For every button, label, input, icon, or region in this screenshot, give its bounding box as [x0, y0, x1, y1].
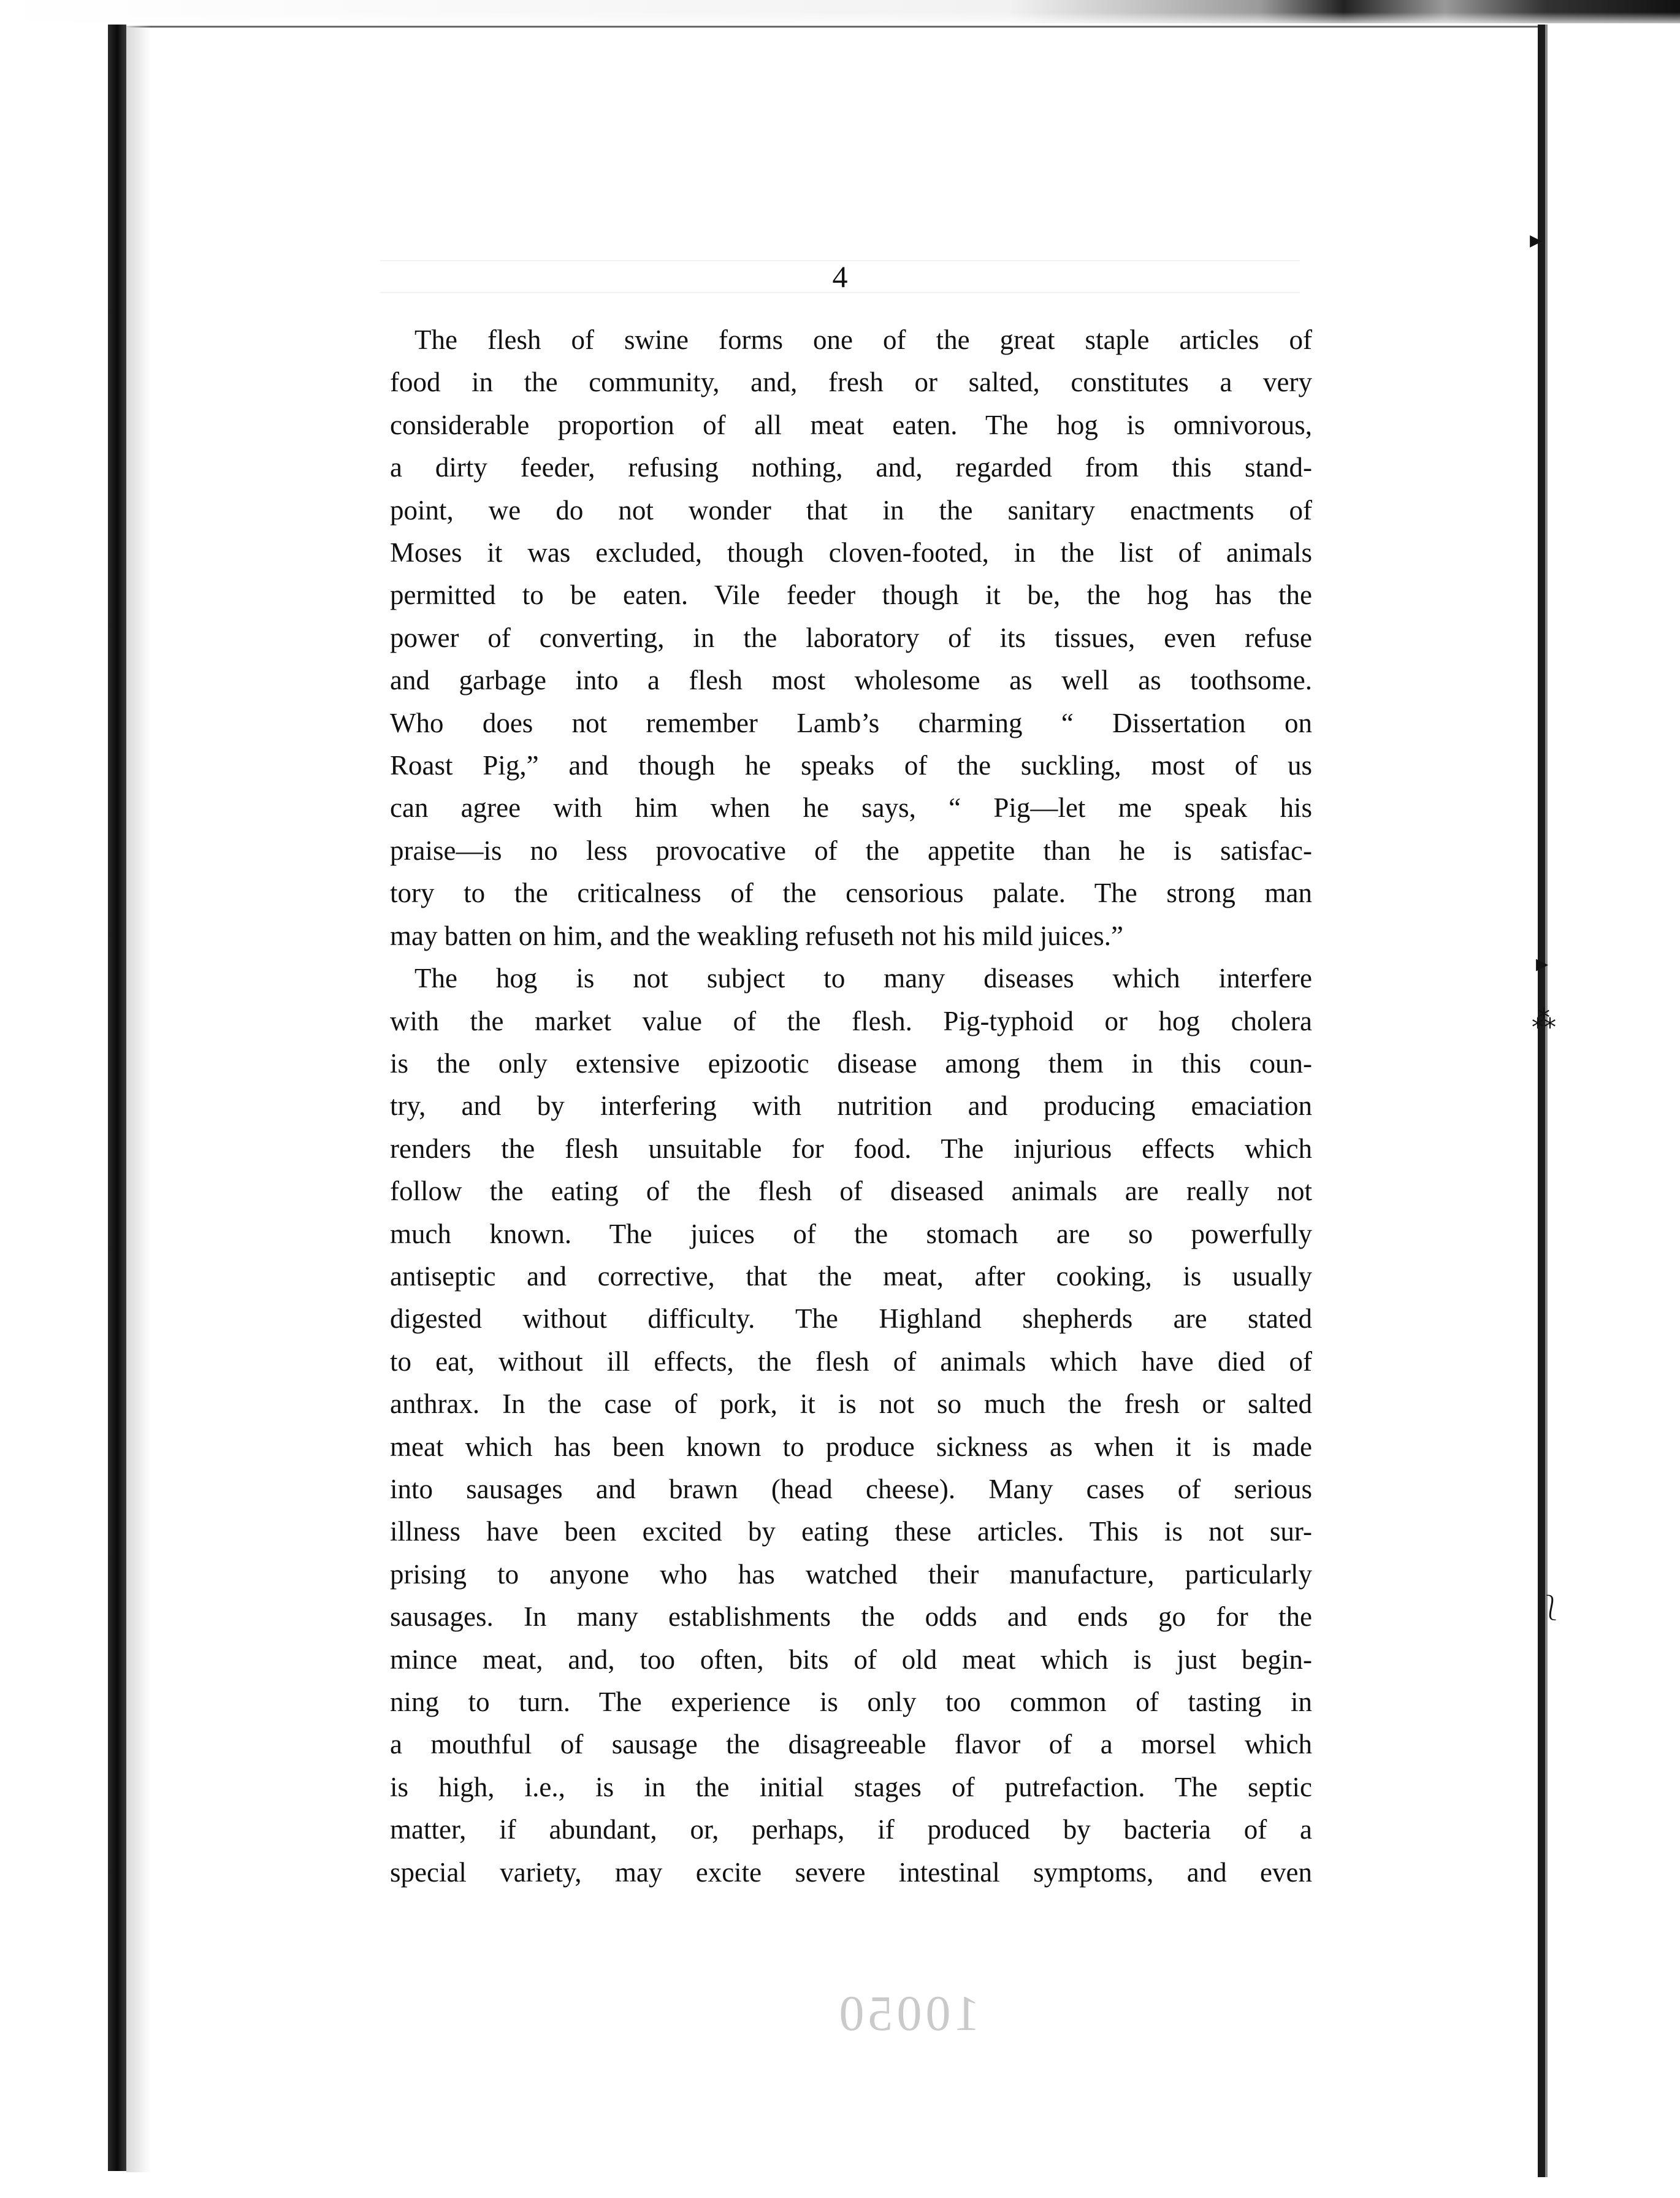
text-line: prising to anyone who has watched their manufacture, particularly — [390, 1558, 1312, 1590]
text-line: permitted to be eaten. Vile feeder though it be, the hog has the — [390, 580, 1312, 611]
text-line: to eat, without ill effects, the flesh of animals which have died of — [390, 1346, 1312, 1377]
text-line: anthrax. In the case of pork, it is not so much the fresh or salted — [390, 1388, 1312, 1420]
text-line: into sausages and brawn (head cheese). Many cases of serious — [390, 1473, 1312, 1504]
text-line: special variety, may excite severe intestinal symptoms, and even — [390, 1856, 1312, 1888]
page-number: 4 — [832, 259, 848, 294]
text-line: can agree with him when he says, “ Pig—let me speak his — [390, 792, 1312, 824]
text-line: sausages. In many establishments the odds and ends go for the — [390, 1601, 1312, 1633]
margin-specks-mark: ⁂ — [1532, 1006, 1556, 1034]
text-line: renders the flesh unsuitable for food. The injurious effects which — [390, 1133, 1312, 1164]
page-gutter-shadow — [126, 26, 151, 2172]
text-line: meat which has been known to produce sickness as when it is made — [390, 1431, 1312, 1462]
text-line: may batten on him, and the weakling refuseth not his mild juices.” — [390, 920, 1123, 951]
margin-arrow-mark: ▸ — [1530, 226, 1543, 254]
scan-left-border — [108, 25, 126, 2171]
text-line: The hog is not subject to many diseases which interfere — [414, 963, 1312, 994]
text-line: and garbage into a flesh most wholesome as well as toothsome. — [390, 665, 1312, 696]
text-line: follow the eating of the flesh of diseased animals are really not — [390, 1176, 1312, 1207]
text-line: The flesh of swine forms one of the great staple articles of — [414, 324, 1312, 355]
scan-right-border — [1538, 25, 1545, 2177]
text-line: ning to turn. The experience is only too common of tasting in — [390, 1687, 1312, 1717]
scan-right-border-inner — [1545, 25, 1548, 2177]
body-text — [390, 319, 1312, 1894]
margin-arrow-mark: ▸ — [1536, 949, 1549, 978]
text-line: power of converting, in the laboratory of its tissues, even refuse — [390, 622, 1312, 653]
text-line: Moses it was excluded, though cloven-footed, in the list of animals — [390, 537, 1312, 569]
text-line: considerable proportion of all meat eaten. The hog is omnivorous, — [390, 409, 1312, 440]
text-line: a dirty feeder, refusing nothing, and, regarded from this stand- — [390, 452, 1312, 483]
text-line: with the market value of the flesh. Pig-typhoid or hog cholera — [390, 1005, 1312, 1036]
text-line: praise—is no less provocative of the appetite than he is satisfac- — [390, 835, 1312, 866]
text-line: matter, if abundant, or, perhaps, if produced by bacteria of a — [390, 1814, 1312, 1845]
text-line: is high, i.e., is in the initial stages of putrefaction. The septic — [390, 1771, 1312, 1802]
text-line: Who does not remember Lamb’s charming “ Dissertation on — [390, 707, 1312, 738]
text-line: illness have been excited by eating these articles. This is not sur- — [390, 1516, 1312, 1547]
text-line: tory to the criticalness of the censorious palate. The strong man — [390, 878, 1312, 909]
text-line: digested without difficulty. The Highland shepherds are stated — [390, 1303, 1312, 1334]
text-line: is the only extensive epizootic disease among them in this coun- — [390, 1047, 1312, 1079]
text-line: point, we do not wonder that in the sanitary enactments of — [390, 494, 1312, 526]
text-line: much known. The juices of the stomach are so powerfully — [390, 1218, 1312, 1249]
text-line: try, and by interfering with nutrition and producing emaciation — [390, 1090, 1312, 1122]
text-line: mince meat, and, too often, bits of old meat which is just begin- — [390, 1644, 1312, 1675]
accession-stamp: 10050 — [835, 1985, 980, 2041]
margin-bracket-mark: ⎱ — [1539, 1594, 1564, 1622]
text-line: a mouthful of sausage the disagreeable flavor of a morsel which — [390, 1729, 1312, 1760]
text-line: Roast Pig,” and though he speaks of the suckling, most of us — [390, 750, 1312, 781]
text-line: food in the community, and, fresh or salted, constitutes a very — [390, 367, 1312, 398]
text-line: antiseptic and corrective, that the meat, after cooking, is usually — [390, 1260, 1312, 1292]
